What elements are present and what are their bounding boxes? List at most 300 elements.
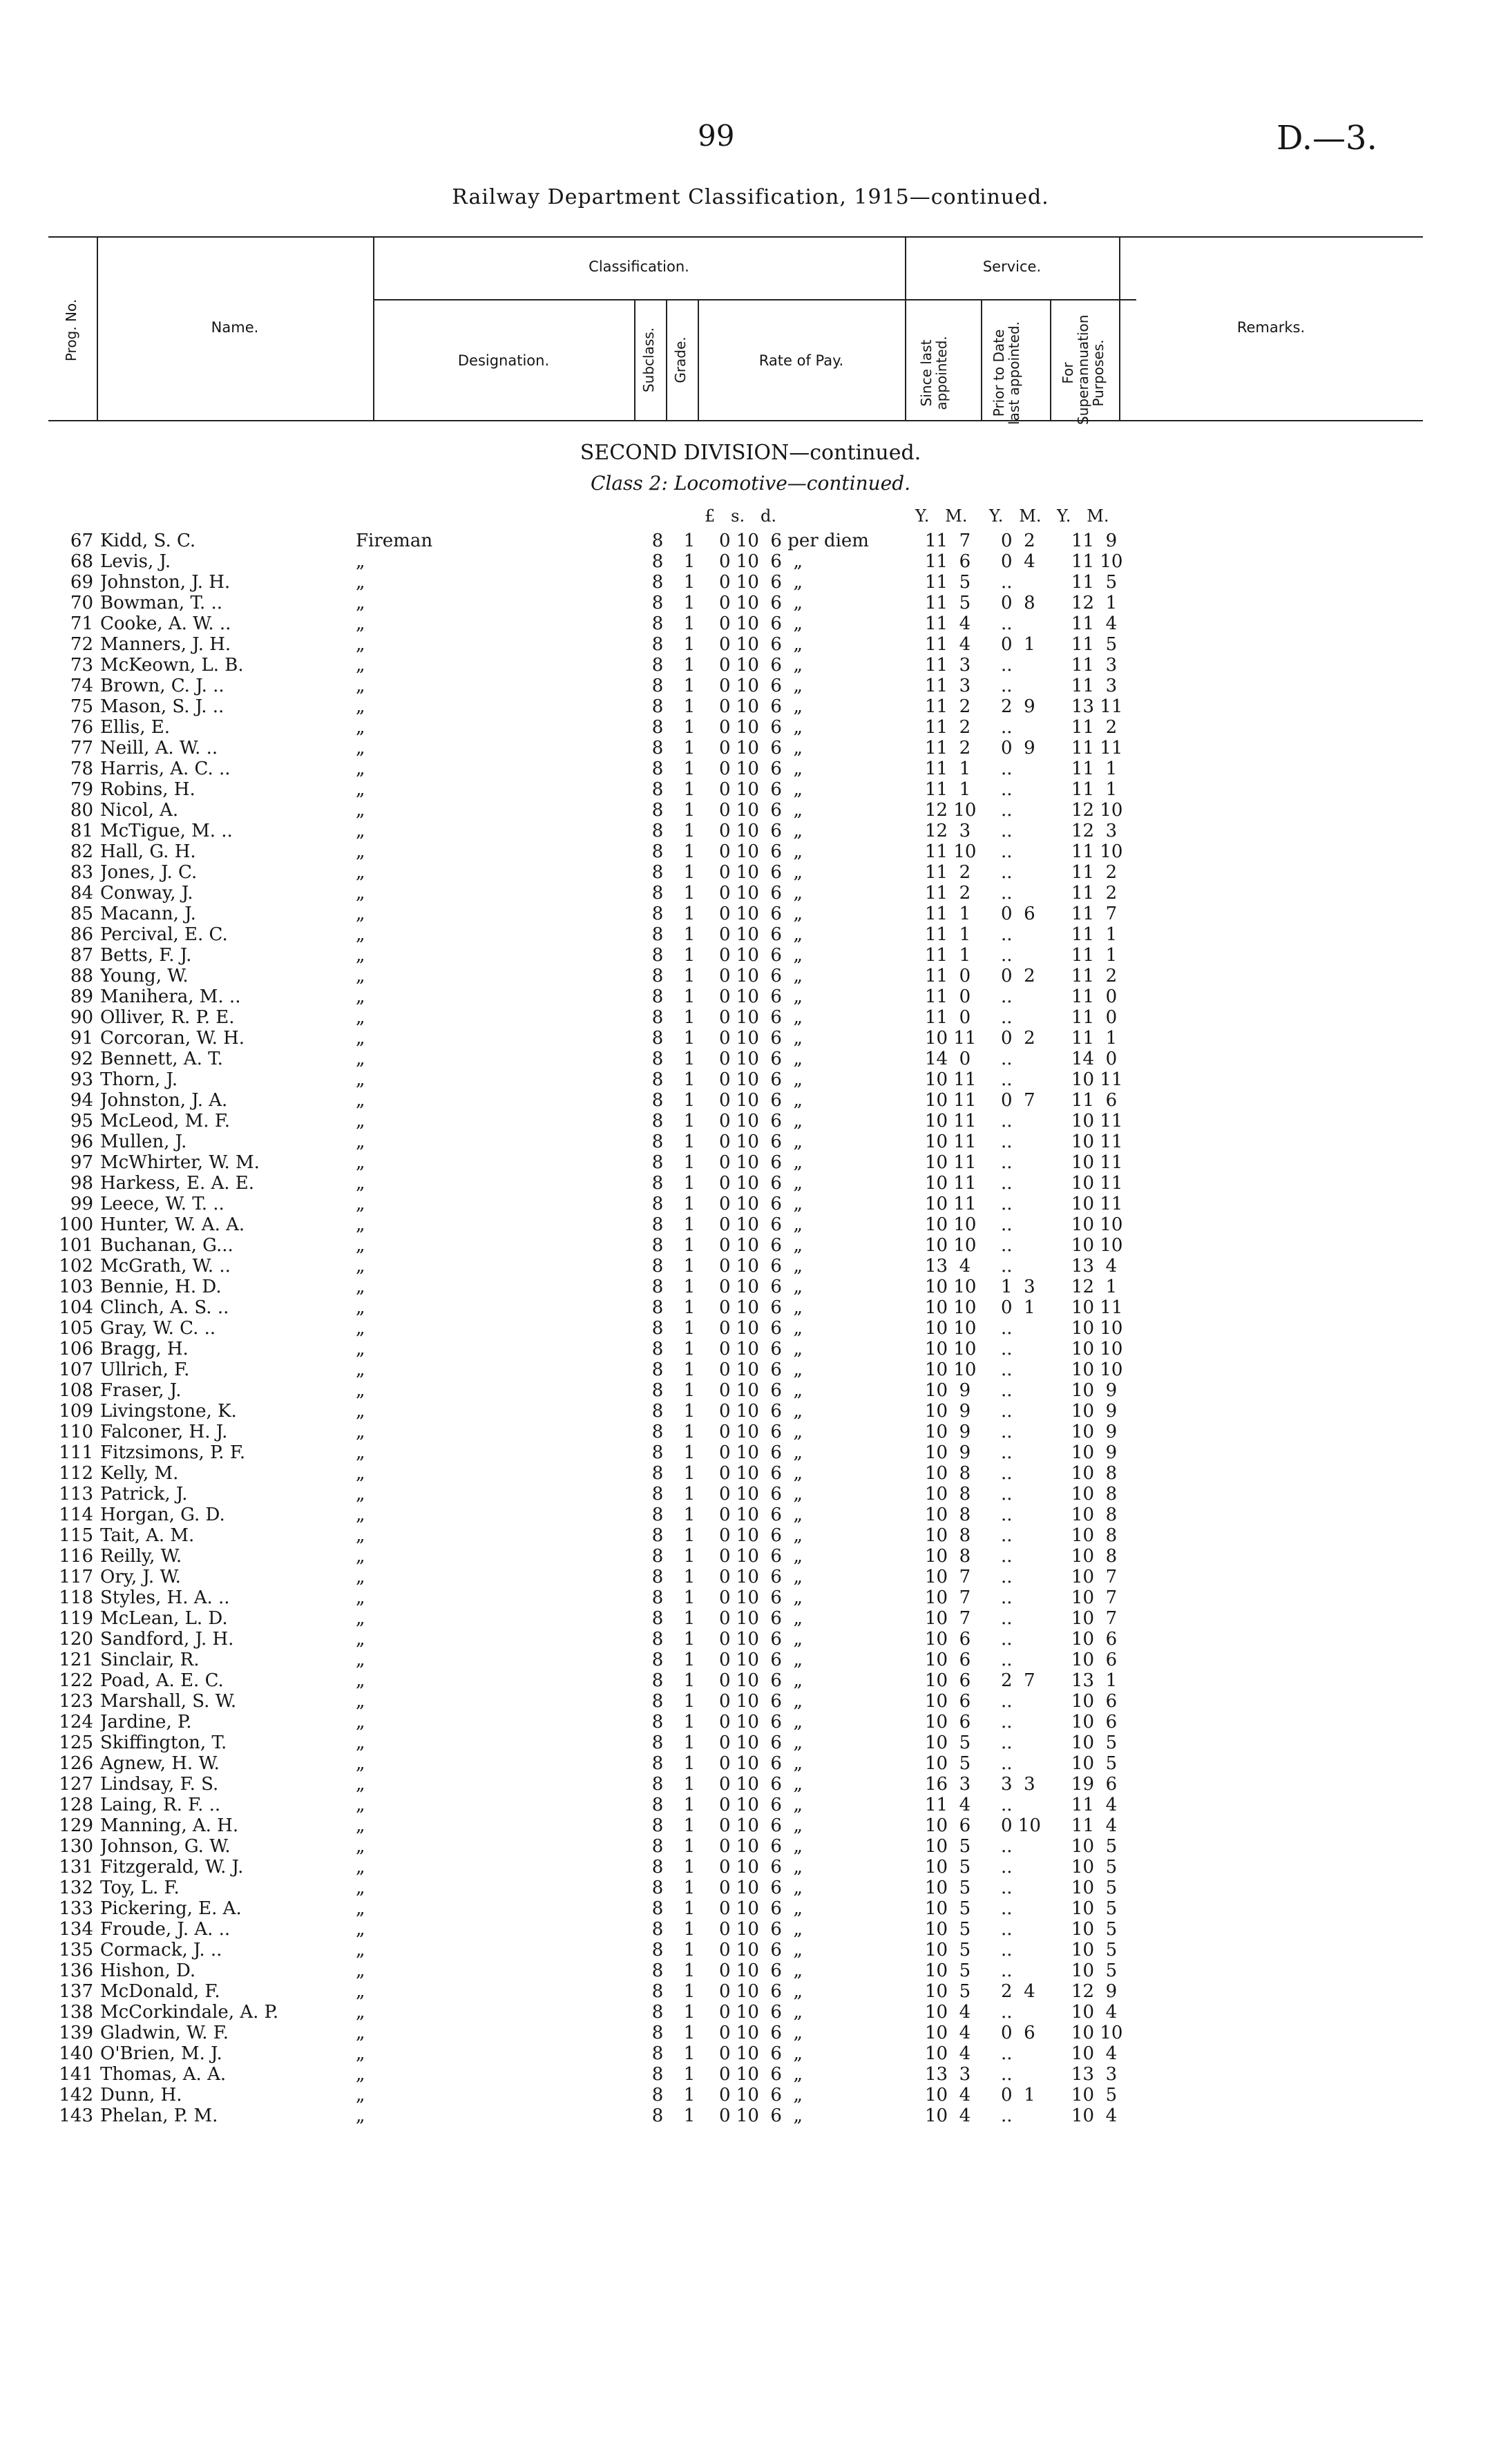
prior-to-cell: .. bbox=[1001, 1235, 1013, 1256]
rate-of-pay-cell: 0 10 6 „ bbox=[719, 1049, 803, 1069]
header-grade: Grade. bbox=[672, 336, 689, 383]
since-last-cell: 10 10 bbox=[925, 1235, 977, 1256]
table-row bbox=[28, 1173, 1460, 1194]
rate-of-pay-cell: 0 10 6 „ bbox=[719, 655, 803, 676]
table-row bbox=[28, 676, 1460, 696]
grade-cell: 1 bbox=[683, 1049, 696, 1069]
prog-no-cell: 79 bbox=[70, 779, 93, 800]
superannuation-cell: 10 11 bbox=[1071, 1131, 1123, 1152]
table-row bbox=[28, 531, 1460, 551]
subclass-cell: 8 bbox=[651, 1878, 664, 1898]
remarks-cell bbox=[1142, 1235, 1460, 1256]
table-row bbox=[28, 1691, 1460, 1712]
designation-cell: „ bbox=[356, 1380, 365, 1401]
table-row bbox=[28, 1546, 1460, 1567]
superannuation-cell: 11 0 bbox=[1071, 1007, 1118, 1028]
col-divider-prior bbox=[1050, 299, 1051, 420]
remarks-cell bbox=[1142, 966, 1460, 986]
subclass-cell: 8 bbox=[651, 1007, 664, 1028]
grade-cell: 1 bbox=[683, 1028, 696, 1049]
subclass-cell: 8 bbox=[651, 1567, 664, 1587]
subclass-cell: 8 bbox=[651, 551, 664, 572]
designation-cell: „ bbox=[356, 2023, 365, 2043]
grade-cell: 1 bbox=[683, 883, 696, 904]
since-last-cell: 10 10 bbox=[925, 1339, 977, 1359]
grade-cell: 1 bbox=[683, 1857, 696, 1878]
since-last-cell: 10 5 bbox=[925, 1857, 971, 1878]
grade-cell: 1 bbox=[683, 1277, 696, 1297]
remarks-cell bbox=[1142, 1546, 1460, 1567]
table-row bbox=[28, 1235, 1460, 1256]
name-cell: Harkess, E. A. E. bbox=[100, 1173, 255, 1194]
since-last-cell: 11 1 bbox=[925, 779, 971, 800]
remarks-cell bbox=[1142, 1836, 1460, 1857]
prior-to-cell: .. bbox=[1001, 717, 1013, 738]
grade-cell: 1 bbox=[683, 1587, 696, 1608]
designation-cell: „ bbox=[356, 1152, 365, 1173]
superannuation-cell: 12 1 bbox=[1071, 1277, 1118, 1297]
name-cell: Ullrich, F. bbox=[100, 1359, 190, 1380]
grade-cell: 1 bbox=[683, 1919, 696, 1940]
designation-cell: „ bbox=[356, 1028, 365, 1049]
prog-no-cell: 104 bbox=[59, 1297, 93, 1318]
remarks-cell bbox=[1142, 696, 1460, 717]
prior-to-cell: .. bbox=[1001, 779, 1013, 800]
rate-of-pay-cell: 0 10 6 „ bbox=[719, 1007, 803, 1028]
grade-cell: 1 bbox=[683, 551, 696, 572]
remarks-cell bbox=[1142, 613, 1460, 634]
grade-cell: 1 bbox=[683, 1463, 696, 1484]
prior-to-cell: .. bbox=[1001, 1463, 1013, 1484]
name-cell: Manners, J. H. bbox=[100, 634, 231, 655]
prior-to-cell: 0 1 bbox=[1001, 1297, 1035, 1318]
superannuation-cell: 11 4 bbox=[1071, 1815, 1118, 1836]
name-cell: McLeod, M. F. bbox=[100, 1111, 231, 1131]
since-last-cell: 10 8 bbox=[925, 1484, 971, 1505]
running-title: Railway Department Classification, 1915—continued. bbox=[452, 185, 1049, 209]
prior-to-cell: .. bbox=[1001, 1650, 1013, 1670]
designation-cell: „ bbox=[356, 1277, 365, 1297]
grade-cell: 1 bbox=[683, 2085, 696, 2105]
subclass-cell: 8 bbox=[651, 2064, 664, 2085]
table-row bbox=[28, 1505, 1460, 1525]
prior-to-cell: .. bbox=[1001, 1131, 1013, 1152]
name-cell: Johnson, G. W. bbox=[100, 1836, 231, 1857]
prior-to-cell: .. bbox=[1001, 2043, 1013, 2064]
grade-cell: 1 bbox=[683, 945, 696, 966]
since-last-cell: 10 11 bbox=[925, 1111, 977, 1131]
table-row bbox=[28, 1919, 1460, 1940]
remarks-cell bbox=[1142, 1670, 1460, 1691]
col-divider-designation bbox=[634, 299, 635, 420]
superannuation-cell: 11 2 bbox=[1071, 717, 1118, 738]
grade-cell: 1 bbox=[683, 1339, 696, 1359]
subclass-cell: 8 bbox=[651, 1650, 664, 1670]
remarks-cell bbox=[1142, 1256, 1460, 1277]
table-row bbox=[28, 2002, 1460, 2023]
grade-cell: 1 bbox=[683, 2105, 696, 2126]
designation-cell: „ bbox=[356, 1442, 365, 1463]
subclass-cell: 8 bbox=[651, 1380, 664, 1401]
designation-cell: „ bbox=[356, 904, 365, 924]
since-last-cell: 11 1 bbox=[925, 924, 971, 945]
rate-of-pay-cell: 0 10 6 „ bbox=[719, 841, 803, 862]
superannuation-cell: 11 2 bbox=[1071, 966, 1118, 986]
since-last-cell: 10 8 bbox=[925, 1525, 971, 1546]
table-row bbox=[28, 883, 1460, 904]
prog-no-cell: 126 bbox=[59, 1753, 93, 1774]
designation-cell: „ bbox=[356, 986, 365, 1007]
grade-cell: 1 bbox=[683, 593, 696, 613]
name-cell: Bragg, H. bbox=[100, 1339, 189, 1359]
table-row bbox=[28, 1422, 1460, 1442]
subclass-cell: 8 bbox=[651, 1732, 664, 1753]
subclass-cell: 8 bbox=[651, 634, 664, 655]
prog-no-cell: 114 bbox=[59, 1505, 93, 1525]
rate-of-pay-cell: 0 10 6 „ bbox=[719, 1152, 803, 1173]
since-last-cell: 10 11 bbox=[925, 1069, 977, 1090]
prior-to-cell: .. bbox=[1001, 800, 1013, 821]
since-last-cell: 10 10 bbox=[925, 1359, 977, 1380]
designation-cell: „ bbox=[356, 1815, 365, 1836]
table-row bbox=[28, 2105, 1460, 2126]
superannuation-cell: 10 11 bbox=[1071, 1194, 1123, 1214]
since-last-cell: 10 11 bbox=[925, 1173, 977, 1194]
rate-of-pay-cell: 0 10 6 „ bbox=[719, 1670, 803, 1691]
rate-of-pay-cell: 0 10 6 „ bbox=[719, 904, 803, 924]
designation-cell: „ bbox=[356, 1919, 365, 1940]
designation-cell: „ bbox=[356, 1650, 365, 1670]
subclass-cell: 8 bbox=[651, 1028, 664, 1049]
superannuation-cell: 11 10 bbox=[1071, 841, 1123, 862]
prog-no-cell: 106 bbox=[59, 1339, 93, 1359]
since-last-cell: 10 5 bbox=[925, 1960, 971, 1981]
table-row bbox=[28, 1194, 1460, 1214]
rate-of-pay-cell: 0 10 6 „ bbox=[719, 1505, 803, 1525]
superannuation-cell: 10 8 bbox=[1071, 1463, 1118, 1484]
subclass-cell: 8 bbox=[651, 1422, 664, 1442]
superannuation-cell: 13 11 bbox=[1071, 696, 1123, 717]
prior-to-cell: .. bbox=[1001, 613, 1013, 634]
grade-cell: 1 bbox=[683, 1359, 696, 1380]
superannuation-cell: 10 9 bbox=[1071, 1401, 1118, 1422]
prog-no-cell: 82 bbox=[70, 841, 93, 862]
prog-no-cell: 99 bbox=[70, 1194, 93, 1214]
designation-cell: „ bbox=[356, 1981, 365, 2002]
table-row bbox=[28, 1069, 1460, 1090]
prog-no-cell: 107 bbox=[59, 1359, 93, 1380]
designation-cell: „ bbox=[356, 1359, 365, 1380]
table-row bbox=[28, 1484, 1460, 1505]
subclass-cell: 8 bbox=[651, 1795, 664, 1815]
name-cell: Brown, C. J. .. bbox=[100, 676, 224, 696]
table-row bbox=[28, 1380, 1460, 1401]
subclass-cell: 8 bbox=[651, 1173, 664, 1194]
name-cell: Johnston, J. A. bbox=[100, 1090, 228, 1111]
designation-cell: „ bbox=[356, 924, 365, 945]
header-name: Name. bbox=[211, 319, 259, 336]
subclass-cell: 8 bbox=[651, 1608, 664, 1629]
subclass-cell: 8 bbox=[651, 1857, 664, 1878]
rate-of-pay-cell: 0 10 6 „ bbox=[719, 1795, 803, 1815]
name-cell: Reilly, W. bbox=[100, 1546, 182, 1567]
remarks-cell bbox=[1142, 1463, 1460, 1484]
remarks-cell bbox=[1142, 717, 1460, 738]
rate-of-pay-cell: 0 10 6 „ bbox=[719, 1960, 803, 1981]
subclass-cell: 8 bbox=[651, 2002, 664, 2023]
rate-of-pay-cell: 0 10 6 „ bbox=[719, 1650, 803, 1670]
name-cell: Patrick, J. bbox=[100, 1484, 188, 1505]
rate-of-pay-cell: 0 10 6 „ bbox=[719, 1815, 803, 1836]
prog-no-cell: 105 bbox=[59, 1318, 93, 1339]
remarks-cell bbox=[1142, 1277, 1460, 1297]
name-cell: McGrath, W. .. bbox=[100, 1256, 231, 1277]
name-cell: Macann, J. bbox=[100, 904, 196, 924]
name-cell: Dunn, H. bbox=[100, 2085, 182, 2105]
grade-cell: 1 bbox=[683, 696, 696, 717]
superannuation-cell: 11 1 bbox=[1071, 1028, 1118, 1049]
rate-of-pay-cell: 0 10 6 „ bbox=[719, 1546, 803, 1567]
remarks-cell bbox=[1142, 1878, 1460, 1898]
superannuation-cell: 10 10 bbox=[1071, 1235, 1123, 1256]
subclass-cell: 8 bbox=[651, 1318, 664, 1339]
name-cell: Skiffington, T. bbox=[100, 1732, 227, 1753]
col-divider-subclass bbox=[666, 299, 667, 420]
prog-no-cell: 115 bbox=[59, 1525, 93, 1546]
name-cell: Gladwin, W. F. bbox=[100, 2023, 229, 2043]
prior-to-cell: .. bbox=[1001, 1691, 1013, 1712]
grade-cell: 1 bbox=[683, 2043, 696, 2064]
designation-cell: „ bbox=[356, 1629, 365, 1650]
table-row bbox=[28, 2043, 1460, 2064]
prior-to-cell: 0 9 bbox=[1001, 738, 1035, 758]
since-last-cell: 11 0 bbox=[925, 1007, 971, 1028]
grade-cell: 1 bbox=[683, 862, 696, 883]
header-service: Service. bbox=[982, 258, 1042, 275]
since-last-cell: 10 5 bbox=[925, 1919, 971, 1940]
page-number: 99 bbox=[698, 119, 735, 153]
prog-no-cell: 70 bbox=[70, 593, 93, 613]
table-row bbox=[28, 841, 1460, 862]
name-cell: O'Brien, M. J. bbox=[100, 2043, 222, 2064]
since-last-cell: 10 10 bbox=[925, 1277, 977, 1297]
superannuation-cell: 11 1 bbox=[1071, 924, 1118, 945]
prog-no-cell: 72 bbox=[70, 634, 93, 655]
grade-cell: 1 bbox=[683, 1815, 696, 1836]
remarks-cell bbox=[1142, 1484, 1460, 1505]
since-last-cell: 12 3 bbox=[925, 821, 971, 841]
subclass-cell: 8 bbox=[651, 717, 664, 738]
since-last-cell: 10 4 bbox=[925, 2023, 971, 2043]
grade-cell: 1 bbox=[683, 1256, 696, 1277]
subclass-cell: 8 bbox=[651, 1090, 664, 1111]
table-row bbox=[28, 1131, 1460, 1152]
name-cell: Clinch, A. S. .. bbox=[100, 1297, 229, 1318]
designation-cell: „ bbox=[356, 1090, 365, 1111]
table-row bbox=[28, 1525, 1460, 1546]
prior-to-cell: .. bbox=[1001, 1401, 1013, 1422]
since-last-cell: 10 4 bbox=[925, 2043, 971, 2064]
subclass-cell: 8 bbox=[651, 1753, 664, 1774]
prior-to-cell: .. bbox=[1001, 1898, 1013, 1919]
rate-of-pay-cell: 0 10 6 „ bbox=[719, 2043, 803, 2064]
rate-of-pay-cell: 0 10 6 „ bbox=[719, 1442, 803, 1463]
grade-cell: 1 bbox=[683, 1774, 696, 1795]
since-last-cell: 10 9 bbox=[925, 1422, 971, 1442]
designation-cell: „ bbox=[356, 1836, 365, 1857]
subclass-cell: 8 bbox=[651, 1235, 664, 1256]
table-row bbox=[28, 862, 1460, 883]
since-last-cell: 10 5 bbox=[925, 1732, 971, 1753]
prog-no-cell: 135 bbox=[59, 1940, 93, 1960]
table-row bbox=[28, 1774, 1460, 1795]
subclass-cell: 8 bbox=[651, 1401, 664, 1422]
superannuation-cell: 19 6 bbox=[1071, 1774, 1118, 1795]
remarks-cell bbox=[1142, 1422, 1460, 1442]
prog-no-cell: 85 bbox=[70, 904, 93, 924]
name-cell: Percival, E. C. bbox=[100, 924, 228, 945]
name-cell: Conway, J. bbox=[100, 883, 193, 904]
subclass-cell: 8 bbox=[651, 1505, 664, 1525]
since-last-cell: 11 1 bbox=[925, 904, 971, 924]
designation-cell: „ bbox=[356, 1670, 365, 1691]
superannuation-cell: 11 6 bbox=[1071, 1090, 1118, 1111]
name-cell: Toy, L. F. bbox=[100, 1878, 180, 1898]
since-last-cell: 10 5 bbox=[925, 1753, 971, 1774]
designation-cell: „ bbox=[356, 1878, 365, 1898]
grade-cell: 1 bbox=[683, 986, 696, 1007]
prog-no-cell: 84 bbox=[70, 883, 93, 904]
prior-to-cell: .. bbox=[1001, 758, 1013, 779]
designation-cell: „ bbox=[356, 1505, 365, 1525]
grade-cell: 1 bbox=[683, 1629, 696, 1650]
grade-cell: 1 bbox=[683, 1131, 696, 1152]
prior-to-cell: .. bbox=[1001, 1049, 1013, 1069]
table-row bbox=[28, 1878, 1460, 1898]
grade-cell: 1 bbox=[683, 634, 696, 655]
table-row bbox=[28, 779, 1460, 800]
prior-to-cell: .. bbox=[1001, 1525, 1013, 1546]
col-divider-since bbox=[981, 299, 982, 420]
prog-no-cell: 71 bbox=[70, 613, 93, 634]
designation-cell: „ bbox=[356, 1235, 365, 1256]
since-last-cell: 10 7 bbox=[925, 1567, 971, 1587]
prog-no-cell: 132 bbox=[59, 1878, 93, 1898]
superannuation-cell: 10 5 bbox=[1071, 1753, 1118, 1774]
subclass-cell: 8 bbox=[651, 1940, 664, 1960]
prior-to-cell: .. bbox=[1001, 1173, 1013, 1194]
superannuation-cell: 10 5 bbox=[1071, 1857, 1118, 1878]
prior-to-cell: .. bbox=[1001, 1339, 1013, 1359]
superannuation-cell: 11 7 bbox=[1071, 904, 1118, 924]
prior-to-cell: 0 1 bbox=[1001, 2085, 1035, 2105]
since-last-cell: 10 8 bbox=[925, 1463, 971, 1484]
name-cell: Mason, S. J. .. bbox=[100, 696, 224, 717]
designation-cell: „ bbox=[356, 1484, 365, 1505]
name-cell: Fitzgerald, W. J. bbox=[100, 1857, 244, 1878]
header-top-rule bbox=[48, 236, 1423, 238]
remarks-cell bbox=[1142, 2064, 1460, 2085]
prior-to-cell: .. bbox=[1001, 1732, 1013, 1753]
name-cell: Manning, A. H. bbox=[100, 1815, 239, 1836]
name-cell: Cormack, J. .. bbox=[100, 1940, 222, 1960]
remarks-cell bbox=[1142, 634, 1460, 655]
designation-cell: „ bbox=[356, 1898, 365, 1919]
table-row bbox=[28, 904, 1460, 924]
prog-no-cell: 86 bbox=[70, 924, 93, 945]
subclass-cell: 8 bbox=[651, 1256, 664, 1277]
rate-of-pay-cell: 0 10 6 „ bbox=[719, 1318, 803, 1339]
prior-to-cell: .. bbox=[1001, 2105, 1013, 2126]
superannuation-cell: 10 7 bbox=[1071, 1587, 1118, 1608]
prior-to-cell: 0 1 bbox=[1001, 634, 1035, 655]
remarks-cell bbox=[1142, 1339, 1460, 1359]
designation-cell: „ bbox=[356, 551, 365, 572]
remarks-cell bbox=[1142, 1318, 1460, 1339]
prior-to-cell: 0 4 bbox=[1001, 551, 1035, 572]
grade-cell: 1 bbox=[683, 1546, 696, 1567]
rate-of-pay-cell: 0 10 6 „ bbox=[719, 2023, 803, 2043]
remarks-cell bbox=[1142, 1194, 1460, 1214]
subclass-cell: 8 bbox=[651, 2043, 664, 2064]
table-row bbox=[28, 1732, 1460, 1753]
since-last-cell: 10 4 bbox=[925, 2085, 971, 2105]
subclass-cell: 8 bbox=[651, 800, 664, 821]
since-last-cell: 11 3 bbox=[925, 676, 971, 696]
grade-cell: 1 bbox=[683, 1525, 696, 1546]
subclass-cell: 8 bbox=[651, 1297, 664, 1318]
since-last-cell: 10 5 bbox=[925, 1878, 971, 1898]
prog-no-cell: 120 bbox=[59, 1629, 93, 1650]
table-row bbox=[28, 1028, 1460, 1049]
prog-no-cell: 110 bbox=[59, 1422, 93, 1442]
prior-to-cell: .. bbox=[1001, 883, 1013, 904]
superannuation-cell: 13 1 bbox=[1071, 1670, 1118, 1691]
designation-cell: „ bbox=[356, 634, 365, 655]
rate-of-pay-cell: 0 10 6 „ bbox=[719, 986, 803, 1007]
table-row bbox=[28, 1629, 1460, 1650]
remarks-cell bbox=[1142, 1815, 1460, 1836]
since-last-cell: 10 11 bbox=[925, 1131, 977, 1152]
rate-of-pay-cell: 0 10 6 „ bbox=[719, 634, 803, 655]
name-cell: Bennett, A. T. bbox=[100, 1049, 223, 1069]
table-row bbox=[28, 945, 1460, 966]
since-last-cell: 11 1 bbox=[925, 945, 971, 966]
superannuation-cell: 10 10 bbox=[1071, 1359, 1123, 1380]
remarks-cell bbox=[1142, 655, 1460, 676]
name-cell: Fraser, J. bbox=[100, 1380, 182, 1401]
prog-no-cell: 122 bbox=[59, 1670, 93, 1691]
prior-to-cell: .. bbox=[1001, 1960, 1013, 1981]
superannuation-cell: 10 11 bbox=[1071, 1069, 1123, 1090]
rate-of-pay-cell: 0 10 6 „ bbox=[719, 1691, 803, 1712]
rate-of-pay-cell: 0 10 6 „ bbox=[719, 758, 803, 779]
since-last-cell: 11 6 bbox=[925, 551, 971, 572]
grade-cell: 1 bbox=[683, 1960, 696, 1981]
subclass-cell: 8 bbox=[651, 821, 664, 841]
subclass-cell: 8 bbox=[651, 1629, 664, 1650]
prior-to-cell: 0 2 bbox=[1001, 966, 1035, 986]
name-cell: Phelan, P. M. bbox=[100, 2105, 218, 2126]
grade-cell: 1 bbox=[683, 1297, 696, 1318]
since-last-cell: 10 10 bbox=[925, 1318, 977, 1339]
table-row bbox=[28, 800, 1460, 821]
since-last-cell: 11 2 bbox=[925, 738, 971, 758]
table-row bbox=[28, 1152, 1460, 1173]
classification-sub-rule bbox=[373, 299, 953, 300]
table-row bbox=[28, 1214, 1460, 1235]
rate-of-pay-cell: 0 10 6 „ bbox=[719, 1629, 803, 1650]
